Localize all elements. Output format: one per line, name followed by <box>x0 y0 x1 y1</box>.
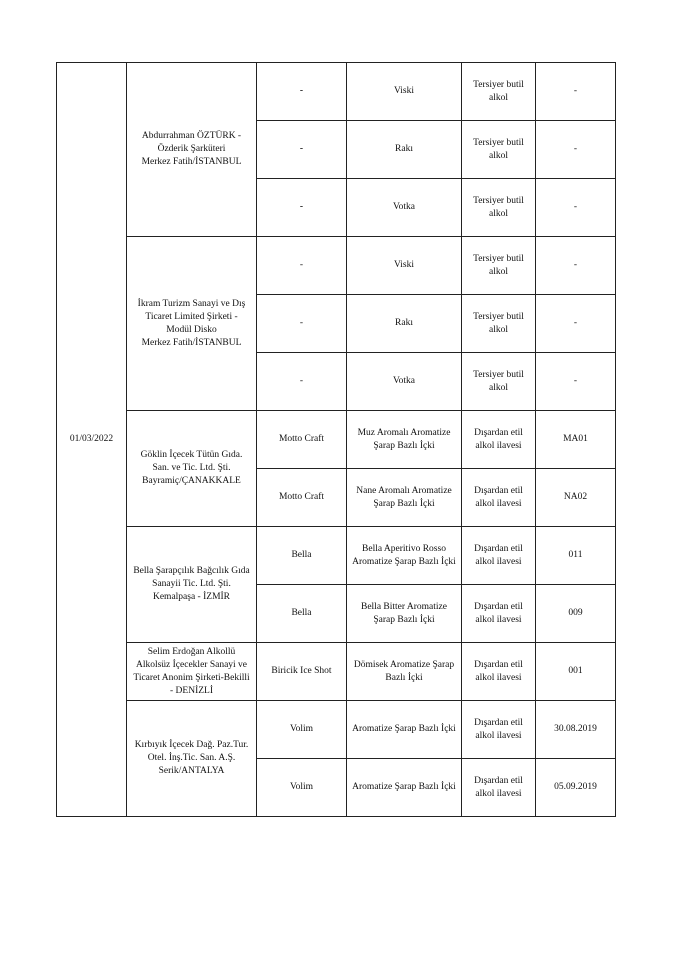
firm-line: San. ve Tic. Ltd. Şti. <box>152 463 231 473</box>
product-cell: Bella Aperitivo Rosso Aromatize Şarap Bazlı İçki <box>347 527 462 585</box>
brand-cell: Volim <box>257 759 347 817</box>
product-cell: Rakı <box>347 295 462 353</box>
firm-line: Kemalpaşa - İZMİR <box>152 592 231 602</box>
firm-line: Ticaret Limited Şirketi - <box>145 311 238 322</box>
firm-cell <box>127 237 257 411</box>
finding-cell: Dışardan etil alkol ilavesi <box>462 643 536 701</box>
finding-cell: Tersiyer butil alkol <box>462 295 536 353</box>
product-cell: Bella Bitter Aromatize Şarap Bazlı İçki <box>347 585 462 643</box>
product-cell: Aromatize Şarap Bazlı İçki <box>347 759 462 817</box>
finding-cell: Dışardan etil alkol ilavesi <box>462 469 536 527</box>
firm-line: Sanayii Tic. Ltd. Şti. <box>152 579 231 589</box>
brand-cell: Bella <box>257 585 347 643</box>
findings-table <box>56 62 616 817</box>
firm-cell <box>127 643 257 701</box>
brand-cell: Motto Craft <box>257 411 347 469</box>
table-row <box>57 237 616 295</box>
firm-line: Modül Disko <box>166 324 217 335</box>
firm-line: Merkez Fatih/İSTANBUL <box>141 337 242 348</box>
lot-cell: NA02 <box>536 469 616 527</box>
finding-cell: Dışardan etil alkol ilavesi <box>462 527 536 585</box>
firm-line: Serik/ANTALYA <box>158 766 225 776</box>
product-cell: Dömisek Aromatize Şarap Bazlı İçki <box>347 643 462 701</box>
firm-line: Kırbıyık İçecek Dağ. Paz.Tur. <box>134 740 249 750</box>
firm-cell <box>127 527 257 643</box>
brand-cell: - <box>257 121 347 179</box>
brand-cell: Biricik Ice Shot <box>257 643 347 701</box>
finding-cell: Tersiyer butil alkol <box>462 179 536 237</box>
brand-cell: Volim <box>257 701 347 759</box>
lot-cell: 05.09.2019 <box>536 759 616 817</box>
lot-cell: 011 <box>536 527 616 585</box>
product-cell: Viski <box>347 63 462 121</box>
lot-cell: - <box>536 63 616 121</box>
product-cell: Aromatize Şarap Bazlı İçki <box>347 701 462 759</box>
lot-cell: - <box>536 295 616 353</box>
finding-cell: Tersiyer butil alkol <box>462 63 536 121</box>
lot-cell: - <box>536 121 616 179</box>
table-row <box>57 63 616 121</box>
lot-cell: - <box>536 179 616 237</box>
firm-line: Özderik Şarküteri <box>157 144 226 154</box>
brand-cell: - <box>257 353 347 411</box>
product-cell: Rakı <box>347 121 462 179</box>
firm-cell <box>127 63 257 237</box>
brand-cell: - <box>257 179 347 237</box>
finding-cell: Tersiyer butil alkol <box>462 237 536 295</box>
lot-cell: MA01 <box>536 411 616 469</box>
firm-cell <box>127 701 257 817</box>
product-cell: Votka <box>347 353 462 411</box>
firm-line: Bella Şarapçılık Bağcılık Gıda <box>133 566 250 576</box>
firm-line: Otel. İnş.Tic. San. A.Ş. <box>147 753 236 763</box>
lot-cell: - <box>536 237 616 295</box>
finding-cell: Tersiyer butil alkol <box>462 353 536 411</box>
finding-cell: Dışardan etil alkol ilavesi <box>462 759 536 817</box>
table-row <box>57 701 616 759</box>
brand-cell: - <box>257 63 347 121</box>
table-row <box>57 411 616 469</box>
firm-cell <box>127 411 257 527</box>
table-row <box>57 527 616 585</box>
finding-cell: Dışardan etil alkol ilavesi <box>462 411 536 469</box>
product-cell: Nane Aromalı Aromatize Şarap Bazlı İçki <box>347 469 462 527</box>
lot-cell: 009 <box>536 585 616 643</box>
firm-line: Alkolsüz İçecekler Sanayi ve <box>135 659 248 670</box>
brand-cell: - <box>257 237 347 295</box>
firm-line: Göklin İçecek Tütün Gıda. <box>140 450 243 460</box>
date-cell: 01/03/2022 <box>57 63 127 817</box>
finding-cell: Dışardan etil alkol ilavesi <box>462 585 536 643</box>
firm-line: Abdurrahman ÖZTÜRK - <box>141 131 242 141</box>
table-row <box>57 643 616 701</box>
product-cell: Muz Aromalı Aromatize Şarap Bazlı İçki <box>347 411 462 469</box>
brand-cell: - <box>257 295 347 353</box>
firm-line: Bayramiç/ÇANAKKALE <box>142 476 241 486</box>
firm-line: İkram Turizm Sanayi ve Dış <box>137 298 246 309</box>
finding-cell: Tersiyer butil alkol <box>462 121 536 179</box>
product-cell: Viski <box>347 237 462 295</box>
firm-line: Selim Erdoğan Alkollü <box>147 646 236 657</box>
firm-line: Ticaret Anonim Şirketi-Bekilli <box>133 672 250 683</box>
brand-cell: Motto Craft <box>257 469 347 527</box>
lot-cell: 001 <box>536 643 616 701</box>
firm-line: Merkez Fatih/İSTANBUL <box>141 157 242 167</box>
product-cell: Votka <box>347 179 462 237</box>
brand-cell: Bella <box>257 527 347 585</box>
firm-line: - DENİZLİ <box>170 685 213 696</box>
lot-cell: 30.08.2019 <box>536 701 616 759</box>
finding-cell: Dışardan etil alkol ilavesi <box>462 701 536 759</box>
lot-cell: - <box>536 353 616 411</box>
